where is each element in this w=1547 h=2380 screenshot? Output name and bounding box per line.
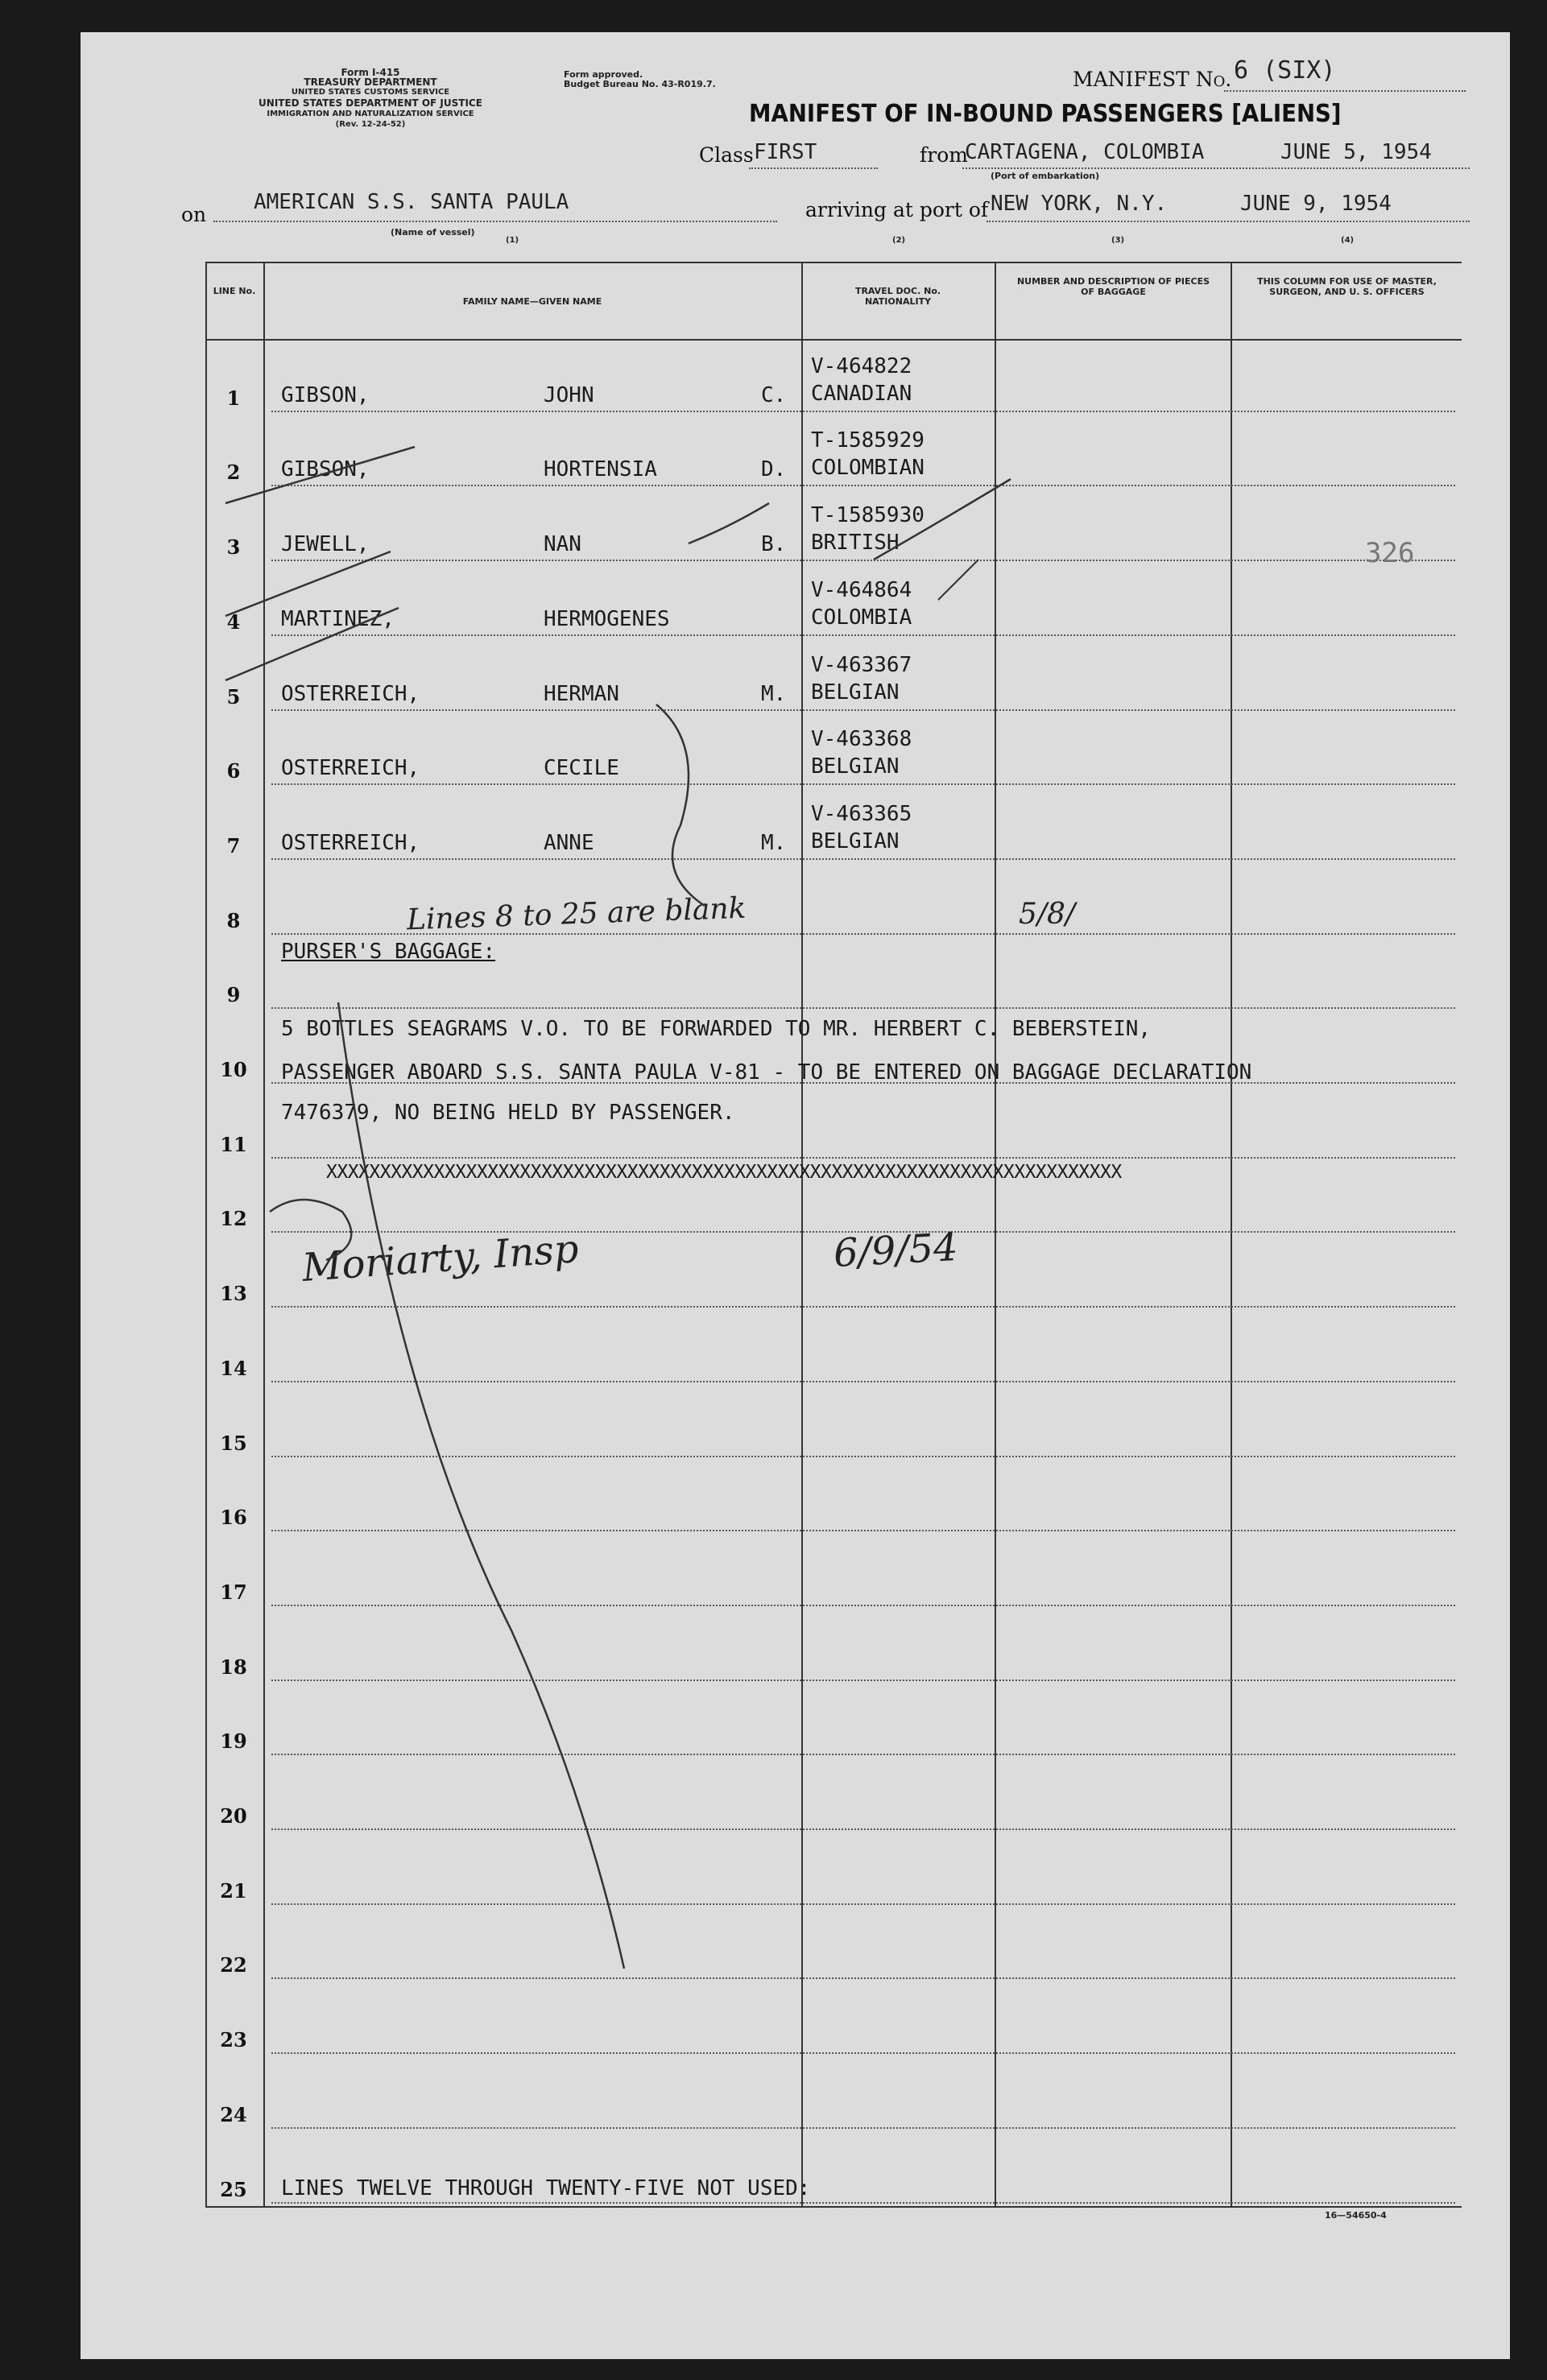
arrival-line xyxy=(987,221,1470,222)
from-date: JUNE 5, 1954 xyxy=(1280,140,1432,164)
form-approved: Form approved. xyxy=(564,69,643,80)
class-value: FIRST xyxy=(754,140,817,164)
manifest-number-line xyxy=(1224,90,1466,92)
on-label: on xyxy=(181,203,207,226)
note-line-11: XXXXXXXXXXXXXXXXXXXXXXXXXXXXXXXXXXXXXXXXXXXXXXXXXXXXXXXXXXXXXXXXXXXXXXXXXX xyxy=(326,1162,1122,1183)
line-number: 21 xyxy=(220,1878,247,1903)
passenger-travel-doc: T-1585930 xyxy=(811,503,924,528)
passenger-given-name: HERMAN xyxy=(544,681,619,706)
passenger-family-name: OSTERREICH, xyxy=(281,830,420,855)
note-line-25: LINES TWELVE THROUGH TWENTY-FIVE NOT USED: xyxy=(281,2176,811,2200)
passenger-nationality: BELGIAN xyxy=(811,680,900,704)
row-guide xyxy=(271,1381,1455,1382)
line-number: 10 xyxy=(220,1058,247,1081)
line-number: 24 xyxy=(220,2102,247,2126)
header-travel-doc: TRAVEL DOC. No. NATIONALITY xyxy=(854,286,941,307)
arrival-port: NEW YORK, N.Y. xyxy=(991,192,1168,216)
row-guide xyxy=(271,1605,1455,1606)
line-number: 16 xyxy=(220,1506,247,1530)
col-border-doc xyxy=(995,262,996,2206)
line-number: 5 xyxy=(226,684,241,709)
line-number: 25 xyxy=(220,2177,247,2201)
table-top-border xyxy=(205,262,1462,263)
line-number: 8 xyxy=(226,908,241,932)
line-number: 1 xyxy=(226,386,241,410)
passenger-given-name: HORTENSIA xyxy=(544,457,657,482)
passenger-nationality: BRITISH xyxy=(811,531,900,556)
from-line xyxy=(962,167,1470,169)
note-line-10b: 7476379, NO BEING HELD BY PASSENGER. xyxy=(281,1101,735,1125)
vessel-line xyxy=(213,221,777,222)
passenger-travel-doc: V-463368 xyxy=(811,727,912,752)
budget-bureau: Budget Bureau No. 43-R019.7. xyxy=(564,79,716,89)
row-guide xyxy=(271,1530,1455,1531)
manifest-page xyxy=(81,32,1510,2359)
passenger-given-name: CECILE xyxy=(544,756,619,781)
handwritten-mark-line-8: 5/8/ xyxy=(1019,898,1076,931)
row-guide xyxy=(271,1977,1455,1979)
line-number: 13 xyxy=(220,1282,247,1306)
revision-date: (Rev. 12-24-52) xyxy=(335,120,406,129)
header-name: FAMILY NAME—GIVEN NAME xyxy=(462,296,602,307)
passenger-family-name: OSTERREICH, xyxy=(281,756,420,781)
line-number: 3 xyxy=(226,535,241,560)
col-mark-3: (3) xyxy=(1111,236,1125,245)
line-number: 14 xyxy=(220,1356,247,1380)
col-mark-1: (1) xyxy=(506,236,519,245)
col-mark-4: (4) xyxy=(1341,236,1355,245)
passenger-initial: C. xyxy=(761,382,787,407)
line-number: 11 xyxy=(220,1132,247,1156)
passenger-initial: M. xyxy=(761,681,787,706)
row-guide xyxy=(271,2202,1455,2204)
note-line-9: 5 BOTTLES SEAGRAMS V.O. TO BE FORWARDED TO MR. HERBERT C. BEBERSTEIN, xyxy=(281,1017,1152,1041)
passenger-initial: D. xyxy=(761,457,787,482)
row-guide xyxy=(271,2052,1455,2054)
passenger-travel-doc: V-464822 xyxy=(811,353,912,378)
line-number: 19 xyxy=(220,1729,247,1754)
passenger-given-name: ANNE xyxy=(544,830,594,855)
line-number: 18 xyxy=(220,1655,247,1679)
passenger-table xyxy=(205,262,1462,2206)
officer-mark: 326 xyxy=(1365,537,1415,569)
row-guide xyxy=(271,783,1455,785)
from-port: CARTAGENA, COLOMBIA xyxy=(965,140,1205,164)
row-guide xyxy=(271,634,1455,636)
col-border-name xyxy=(801,262,803,2206)
line-number: 6 xyxy=(226,759,241,783)
vessel-note: (Name of vessel) xyxy=(391,227,475,238)
passenger-initial: B. xyxy=(761,532,787,557)
line-number: 22 xyxy=(220,1953,247,1977)
row-guide xyxy=(271,411,1455,412)
manifest-number-value: 6 (SIX) xyxy=(1234,56,1336,85)
port-embarkation-note: (Port of embarkation) xyxy=(991,171,1100,181)
manifest-number-label: MANIFEST No. xyxy=(1073,68,1232,91)
row-guide xyxy=(271,1680,1455,1681)
passenger-family-name: GIBSON, xyxy=(281,382,370,407)
col-border-line xyxy=(263,262,265,2206)
passenger-nationality: COLOMBIAN xyxy=(811,456,924,481)
row-guide xyxy=(271,1157,1455,1159)
col-border-baggage xyxy=(1231,262,1232,2206)
row-guide xyxy=(271,1306,1455,1308)
passenger-travel-doc: V-464864 xyxy=(811,577,912,602)
passenger-given-name: HERMOGENES xyxy=(544,606,670,631)
from-label: from xyxy=(920,143,968,167)
passenger-family-name: JEWELL, xyxy=(281,532,370,557)
line-number: 7 xyxy=(226,833,241,857)
arrival-date: JUNE 9, 1954 xyxy=(1240,192,1392,216)
line-number: 12 xyxy=(220,1207,247,1231)
passenger-family-name: GIBSON, xyxy=(281,457,370,482)
form-number: Form I-415 xyxy=(341,67,400,78)
row-guide xyxy=(271,1754,1455,1755)
row-guide xyxy=(271,560,1455,561)
passenger-nationality: BELGIAN xyxy=(811,828,900,853)
row-guide xyxy=(271,1007,1455,1009)
arriving-label: arriving at port of xyxy=(805,198,989,221)
class-label: Class xyxy=(699,143,754,167)
passenger-given-name: JOHN xyxy=(544,382,594,407)
pursers-baggage-heading: PURSER'S BAGGAGE: xyxy=(281,940,496,964)
passenger-travel-doc: T-1585929 xyxy=(811,428,924,453)
row-guide xyxy=(271,2127,1455,2129)
line-number: 23 xyxy=(220,2028,247,2052)
row-guide xyxy=(271,1903,1455,1905)
passenger-travel-doc: V-463365 xyxy=(811,801,912,826)
treasury-dept: TREASURY DEPARTMENT xyxy=(304,76,437,88)
passenger-family-name: OSTERREICH, xyxy=(281,681,420,706)
passenger-nationality: BELGIAN xyxy=(811,754,900,779)
justice-dept: UNITED STATES DEPARTMENT OF JUSTICE xyxy=(259,97,482,109)
manifest-title: MANIFEST OF IN-BOUND PASSENGERS [ALIENS] xyxy=(749,100,1342,128)
header-bottom-border xyxy=(205,339,1462,341)
ins-service: IMMIGRATION AND NATURALIZATION SERVICE xyxy=(267,109,474,118)
class-line xyxy=(749,167,878,169)
customs-service: UNITED STATES CUSTOMS SERVICE xyxy=(291,88,450,97)
signature-date: 6/9/54 xyxy=(832,1224,959,1277)
line-number: 17 xyxy=(220,1580,247,1604)
row-guide xyxy=(271,858,1455,860)
inspector-signature: Moriarty, Insp xyxy=(300,1226,581,1291)
col-mark-2: (2) xyxy=(892,236,906,245)
vessel-name: AMERICAN S.S. SANTA PAULA xyxy=(254,190,569,214)
row-guide xyxy=(271,1828,1455,1830)
header-officers: THIS COLUMN FOR USE OF MASTER, SURGEON, AND U. S. OFFICERS xyxy=(1257,276,1437,297)
passenger-initial: M. xyxy=(761,830,787,855)
line-number: 4 xyxy=(226,609,241,634)
line-number: 20 xyxy=(220,1804,247,1828)
row-guide xyxy=(271,709,1455,711)
row-guide xyxy=(271,485,1455,486)
line-number: 9 xyxy=(226,983,241,1007)
row-guide xyxy=(271,1456,1455,1457)
note-line-10a: PASSENGER ABOARD S.S. SANTA PAULA V-81 - TO BE ENTERED ON BAGGAGE DECLARATION xyxy=(281,1060,1252,1085)
line-number: 2 xyxy=(226,461,241,485)
header-line-no: LINE No. xyxy=(213,286,256,296)
table-bottom-border xyxy=(205,2206,1462,2208)
passenger-travel-doc: V-463367 xyxy=(811,652,912,677)
header-baggage: NUMBER AND DESCRIPTION OF PIECES OF BAGGAGE xyxy=(1016,276,1210,297)
line-number: 15 xyxy=(220,1431,247,1455)
passenger-family-name: MARTINEZ, xyxy=(281,606,395,631)
passenger-nationality: CANADIAN xyxy=(811,381,912,406)
footer-code: 16—54650-4 xyxy=(1325,2210,1387,2221)
passenger-nationality: COLOMBIA xyxy=(811,605,912,630)
passenger-given-name: NAN xyxy=(544,532,581,557)
handwritten-note-line-8: Lines 8 to 25 are blank xyxy=(406,891,747,937)
